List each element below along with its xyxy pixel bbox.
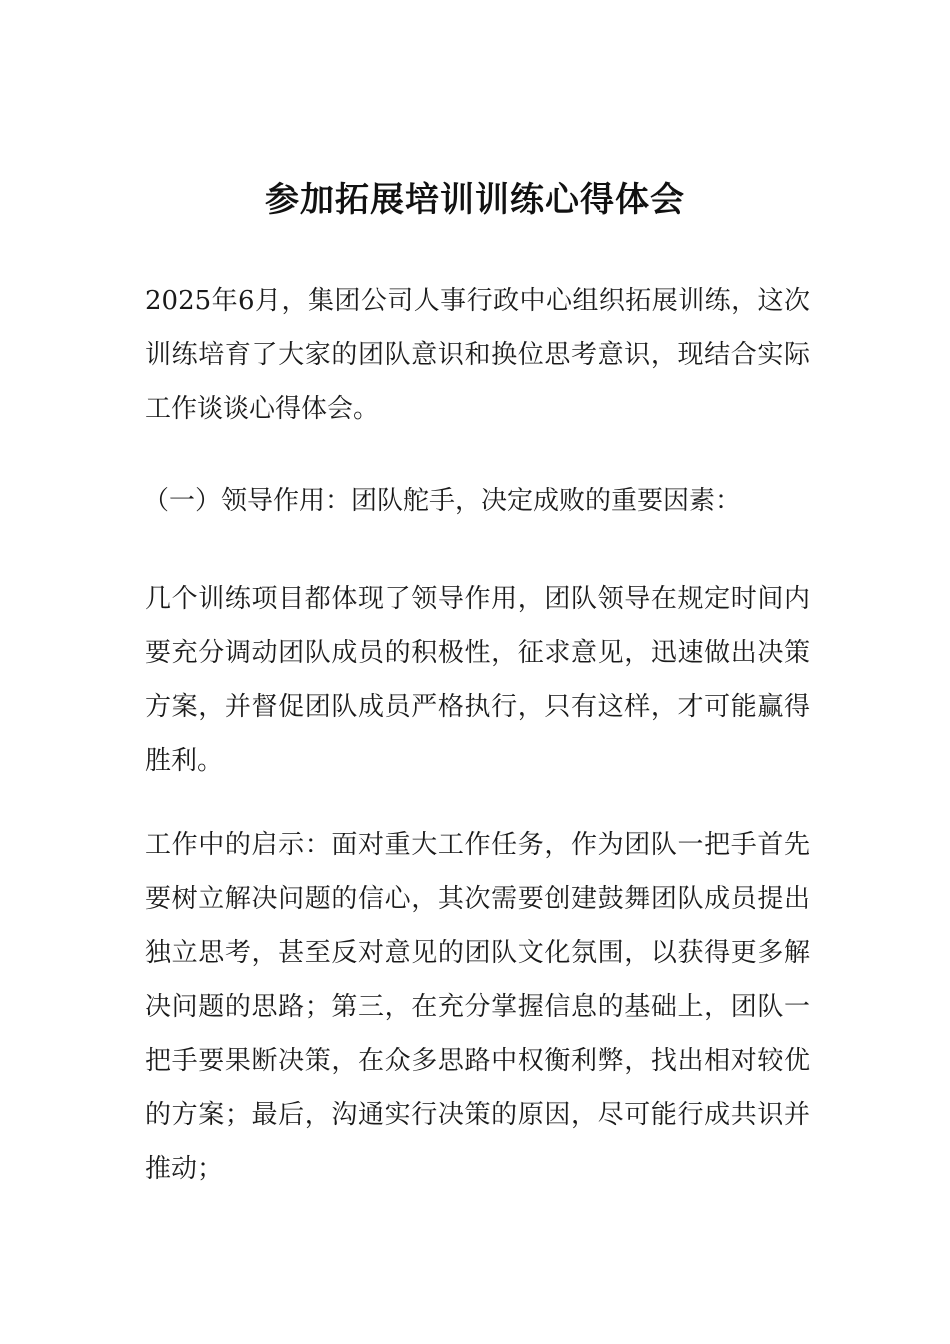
body-paragraph-insights: 工作中的启示：面对重大工作任务，作为团队一把手首先要树立解决问题的信心，其次需要创建鼓舞团队成员提出独立思考，甚至反对意见的团队文化氛围，以获得更多解决问题的思路；第三，在充分掌握信息的基础上，团队一把手要果断决策，在众多思路中权衡利弊，找出相对较优的方案；最后，沟通实行决策的原因，尽可能行成共识并推动；: [145, 830, 810, 1184]
section-heading-leadership: （一）领导作用：团队舵手，决定成败的重要因素：: [143, 486, 742, 516]
body-paragraph-leadership: 几个训练项目都体现了领导作用，团队领导在规定时间内要充分调动团队成员的积极性，征求意见，迅速做出决策方案，并督促团队成员严格执行，只有这样，才可能赢得胜利。: [145, 584, 810, 776]
document-title: 参加拓展培训训练心得体会: [265, 180, 685, 220]
intro-paragraph: 2025年6月，集团公司人事行政中心组织拓展训练，这次训练培育了大家的团队意识和换位思考意识，现结合实际工作谈谈心得体会。: [145, 286, 810, 424]
